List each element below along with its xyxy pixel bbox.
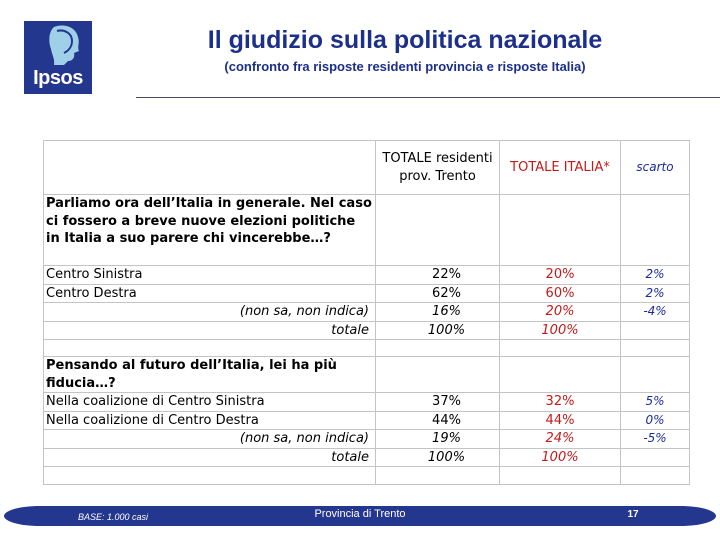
table-row [44,303,690,322]
table-row [44,411,690,430]
table-header-row [44,141,690,195]
page-subtitle: (confronto fra risposte residenti provincia e risposte Italia) [224,59,586,74]
col-header-italia: TOTALE ITALIA* [500,141,621,195]
table-row [44,284,690,303]
logo-text: Ipsos [33,67,83,89]
cell-italia: 44% [500,411,621,430]
cell-trento: 16% [376,303,500,322]
question-2-text: Pensando al futuro dell’Italia, lei ha più fiducia…? [44,357,376,393]
ipsos-logo [24,21,92,94]
cell-scarto [621,321,690,340]
header-divider [136,97,720,98]
footer-bar [0,505,720,527]
row-label: totale [44,448,376,467]
cell-scarto: -4% [621,303,690,322]
page-number: 17 [627,509,639,520]
cell-trento: 100% [376,321,500,340]
question-row [44,195,690,266]
cell-scarto: 5% [621,393,690,412]
header-blank-cell [44,141,376,195]
cell-scarto [621,448,690,467]
cell-scarto: 2% [621,284,690,303]
col-header-scarto: scarto [621,141,690,195]
cell-trento: 22% [376,266,500,285]
row-label: totale [44,321,376,340]
spacer-row [44,467,690,485]
row-label: Nella coalizione di Centro Sinistra [44,393,376,412]
cell-trento: 100% [376,448,500,467]
cell-italia: 20% [500,266,621,285]
table-row-total [44,321,690,340]
cell-italia: 24% [500,430,621,449]
cell-trento: 19% [376,430,500,449]
cell-scarto: 0% [621,411,690,430]
cell-scarto: 2% [621,266,690,285]
cell-italia: 100% [500,321,621,340]
question-1-text: Parliamo ora dell’Italia in generale. Nel caso ci fossero a breve nuove elezioni politiche in Italia a suo parere chi vincerebbe…? [44,195,376,266]
question-row [44,357,690,393]
col-header-trento: TOTALE residenti prov. Trento [376,141,500,195]
page-title: Il giudizio sulla politica nazionale [207,26,603,54]
row-label: (non sa, non indica) [44,430,376,449]
cell-italia: 32% [500,393,621,412]
table-row-total [44,448,690,467]
cell-italia: 20% [500,303,621,322]
cell-italia: 100% [500,448,621,467]
cell-trento: 44% [376,411,500,430]
spacer-row [44,340,690,357]
footer-center-text: Provincia di Trento [314,508,406,520]
row-label: Nella coalizione di Centro Destra [44,411,376,430]
table-row [44,393,690,412]
cell-trento: 37% [376,393,500,412]
row-label: (non sa, non indica) [44,303,376,322]
row-label: Centro Sinistra [44,266,376,285]
results-table [43,140,690,485]
footer-base-note: BASE: 1.000 casi [78,512,149,522]
table-row [44,266,690,285]
row-label: Centro Destra [44,284,376,303]
table-row [44,430,690,449]
cell-italia: 60% [500,284,621,303]
cell-trento: 62% [376,284,500,303]
cell-scarto: -5% [621,430,690,449]
